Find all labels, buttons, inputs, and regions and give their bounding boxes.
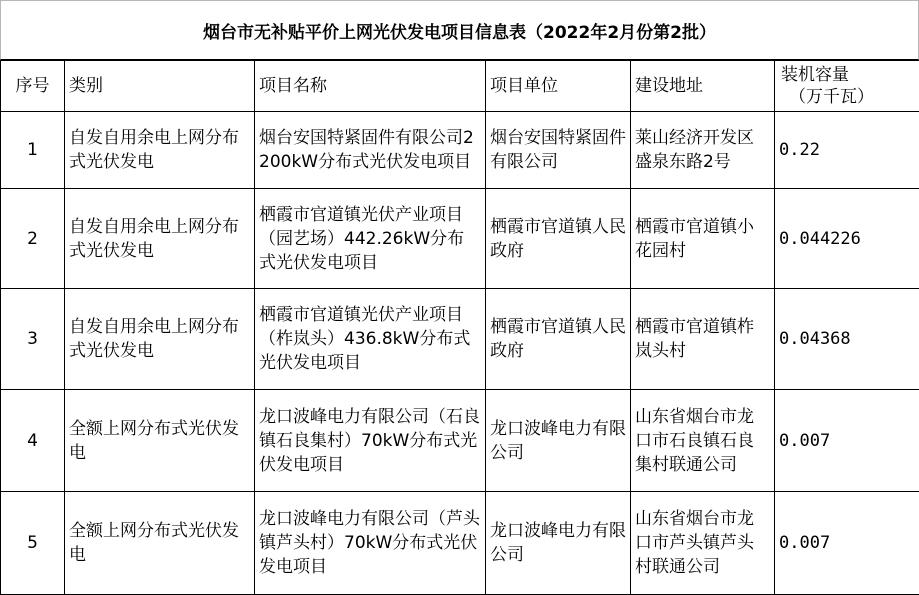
- cell-capacity: 0.04368: [775, 289, 919, 390]
- cell-address: 山东省烟台市龙口市芦头镇芦头村联通公司: [631, 492, 775, 595]
- cell-category: 全额上网分布式光伏发电: [65, 390, 255, 492]
- cell-unit: 龙口波峰电力有限公司: [486, 390, 631, 492]
- header-category: 类别: [65, 61, 255, 112]
- header-unit: 项目单位: [486, 61, 631, 112]
- table-row: [1, 189, 919, 289]
- cell-address: 栖霞市官道镇柞岚头村: [631, 289, 775, 390]
- cell-address: 山东省烟台市龙口市石良镇石良集村联通公司: [631, 390, 775, 492]
- cell-unit: 栖霞市官道镇人民政府: [486, 189, 631, 289]
- cell-capacity: 0.22: [775, 112, 919, 189]
- header-capacity: [775, 61, 919, 112]
- cell-no: 4: [1, 390, 65, 492]
- cell-unit: 栖霞市官道镇人民政府: [486, 289, 631, 390]
- cell-name: 栖霞市官道镇光伏产业项目（园艺场）442.26kW分布式光伏发电项目: [255, 189, 486, 289]
- cell-no: 3: [1, 289, 65, 390]
- project-info-table: [0, 60, 919, 595]
- table-row: [1, 492, 919, 595]
- header-no: 序号: [1, 61, 65, 112]
- cell-unit: 龙口波峰电力有限公司: [486, 492, 631, 595]
- cell-no: 2: [1, 189, 65, 289]
- cell-capacity: 0.007: [775, 390, 919, 492]
- cell-category: 自发自用余电上网分布式光伏发电: [65, 112, 255, 189]
- header-name: 项目名称: [255, 61, 486, 112]
- table-row: [1, 112, 919, 189]
- cell-category: 自发自用余电上网分布式光伏发电: [65, 289, 255, 390]
- header-address: 建设地址: [631, 61, 775, 112]
- cell-capacity: 0.044226: [775, 189, 919, 289]
- header-capacity-label: 装机容量: [781, 65, 849, 85]
- table-row: [1, 390, 919, 492]
- cell-name: 烟台安国特紧固件有限公司2200kW分布式光伏发电项目: [255, 112, 486, 189]
- table-row: [1, 289, 919, 390]
- cell-unit: 烟台安国特紧固件有限公司: [486, 112, 631, 189]
- cell-category: 全额上网分布式光伏发电: [65, 492, 255, 595]
- cell-no: 1: [1, 112, 65, 189]
- cell-address: 栖霞市官道镇小花园村: [631, 189, 775, 289]
- header-row: [1, 61, 919, 112]
- cell-address: 莱山经济开发区盛泉东路2号: [631, 112, 775, 189]
- cell-name: 龙口波峰电力有限公司（石良镇石良集村）70kW分布式光伏发电项目: [255, 390, 486, 492]
- cell-no: 5: [1, 492, 65, 595]
- table-title: 烟台市无补贴平价上网光伏发电项目信息表（2022年2月份第2批）: [0, 0, 919, 60]
- cell-name: 龙口波峰电力有限公司（芦头镇芦头村）70kW分布式光伏发电项目: [255, 492, 486, 595]
- header-capacity-unit: （万千瓦）: [781, 86, 915, 108]
- cell-name: 栖霞市官道镇光伏产业项目（柞岚头）436.8kW分布式光伏发电项目: [255, 289, 486, 390]
- cell-category: 自发自用余电上网分布式光伏发电: [65, 189, 255, 289]
- cell-capacity: 0.007: [775, 492, 919, 595]
